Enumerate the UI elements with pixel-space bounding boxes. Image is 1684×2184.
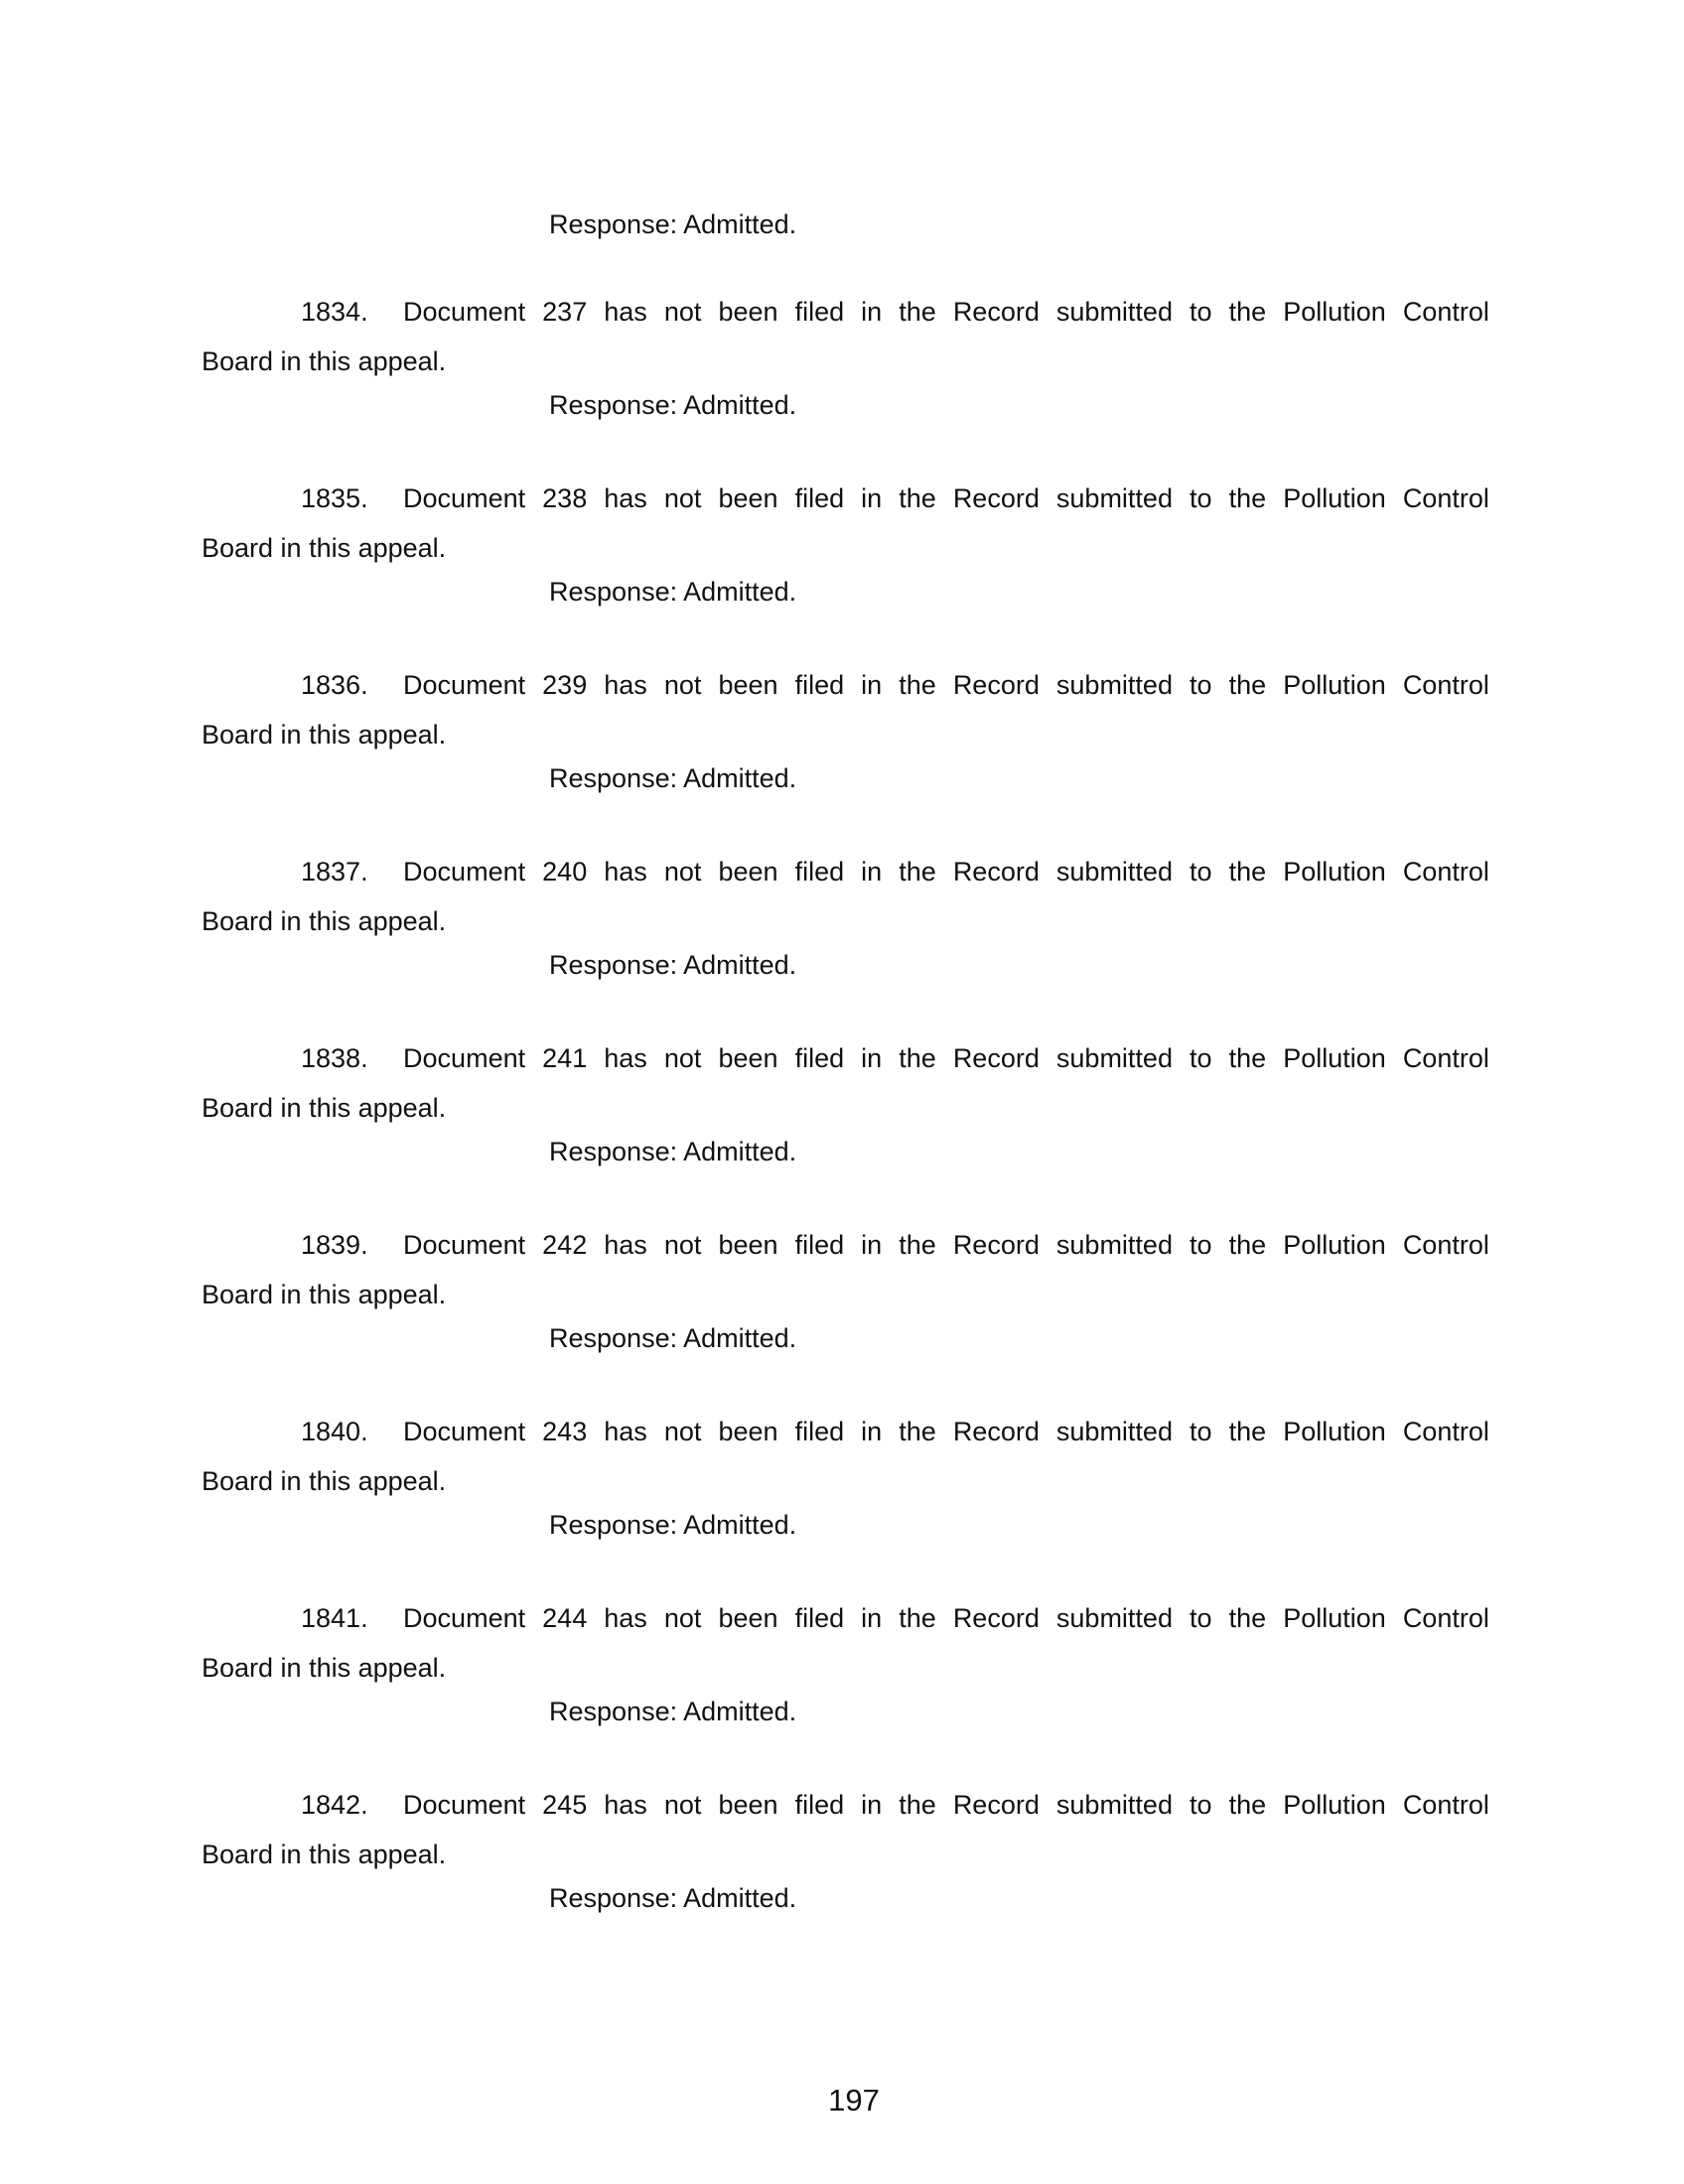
response-text: Response: Admitted. [549, 209, 797, 239]
word: Document [403, 1043, 526, 1073]
word: the [899, 1043, 936, 1073]
paragraph-number: 1837. [301, 857, 368, 887]
word: Pollution [1283, 297, 1386, 327]
word: Pollution [1283, 857, 1386, 887]
word: been [718, 1603, 778, 1633]
document-number: 238 [542, 483, 588, 513]
document-number: 245 [542, 1790, 588, 1820]
word: Record [952, 1043, 1040, 1073]
word: not [663, 1043, 702, 1073]
numbered-paragraph [202, 661, 1492, 848]
word: to [1190, 297, 1212, 327]
word: Record [952, 483, 1040, 513]
word: Document [403, 297, 526, 327]
word: Document [403, 670, 526, 700]
paragraph-number: 1839. [301, 1230, 368, 1260]
word: Pollution [1283, 1043, 1386, 1073]
word: has [604, 483, 647, 513]
word: Pollution [1283, 670, 1386, 700]
word: in [861, 670, 883, 700]
word: not [663, 297, 702, 327]
word: been [718, 1043, 778, 1073]
word: not [663, 1790, 702, 1820]
word: been [718, 1417, 778, 1446]
word: not [663, 1230, 702, 1260]
paragraph-first-line [301, 480, 1489, 516]
paragraph-continuation: Board in this appeal. [202, 906, 447, 936]
word: filed [794, 297, 845, 327]
numbered-paragraph [202, 1221, 1492, 1408]
word: to [1190, 1790, 1212, 1820]
word: has [604, 670, 647, 700]
word: Record [952, 297, 1040, 327]
document-number: 239 [542, 670, 588, 700]
word: has [604, 297, 647, 327]
word: submitted [1055, 1417, 1173, 1446]
word: Control [1402, 483, 1489, 513]
word: the [1228, 857, 1267, 887]
word: in [861, 1043, 883, 1073]
word: Document [403, 857, 526, 887]
word: been [718, 483, 778, 513]
word: the [899, 1603, 936, 1633]
word: Document [403, 1603, 526, 1633]
response-text: Response: Admitted. [549, 950, 797, 980]
word: the [1228, 1043, 1267, 1073]
response-text: Response: Admitted. [549, 763, 797, 793]
word: has [604, 1417, 647, 1446]
word: submitted [1055, 1043, 1173, 1073]
word: in [861, 1603, 883, 1633]
response-text: Response: Admitted. [549, 390, 797, 420]
word: filed [794, 857, 845, 887]
paragraph-first-line [301, 294, 1489, 330]
paragraph-first-line [301, 1600, 1489, 1636]
word: submitted [1055, 1790, 1173, 1820]
word: submitted [1055, 1603, 1173, 1633]
word: Pollution [1283, 1230, 1386, 1260]
word: Pollution [1283, 1417, 1386, 1446]
word: Document [403, 483, 526, 513]
document-number: 237 [542, 297, 588, 327]
document-number: 243 [542, 1417, 588, 1446]
response-text: Response: Admitted. [549, 1697, 797, 1726]
numbered-paragraph [202, 1034, 1492, 1221]
word: the [899, 1230, 936, 1260]
word: submitted [1055, 1230, 1173, 1260]
response-text: Response: Admitted. [549, 577, 797, 607]
word: to [1190, 1043, 1212, 1073]
word: in [861, 483, 883, 513]
paragraph-number: 1838. [301, 1043, 368, 1073]
response-text: Response: Admitted. [549, 1323, 797, 1353]
word: the [1228, 483, 1267, 513]
paragraph-continuation: Board in this appeal. [202, 346, 447, 376]
word: submitted [1055, 297, 1173, 327]
word: the [899, 1417, 936, 1446]
numbered-paragraph [202, 1408, 1492, 1594]
word: been [718, 857, 778, 887]
numbered-paragraph [202, 288, 1492, 475]
paragraph-continuation: Board in this appeal. [202, 533, 447, 563]
document-number: 240 [542, 857, 588, 887]
word: in [861, 857, 883, 887]
word: the [899, 483, 936, 513]
paragraph-number: 1842. [301, 1790, 368, 1820]
paragraph-number: 1835. [301, 483, 368, 513]
word: Record [952, 1230, 1040, 1260]
word: Control [1402, 1790, 1489, 1820]
word: Control [1402, 297, 1489, 327]
numbered-paragraph [202, 848, 1492, 1034]
paragraph-continuation: Board in this appeal. [202, 720, 447, 750]
paragraph-continuation: Board in this appeal. [202, 1466, 447, 1496]
word: in [861, 1790, 883, 1820]
word: Record [952, 670, 1040, 700]
paragraph-first-line [301, 854, 1489, 889]
word: filed [794, 1043, 845, 1073]
word: been [718, 670, 778, 700]
word: filed [794, 1417, 845, 1446]
word: the [899, 297, 936, 327]
word: has [604, 1790, 647, 1820]
word: in [861, 297, 883, 327]
paragraph-first-line [301, 1414, 1489, 1449]
paragraph-continuation: Board in this appeal. [202, 1280, 447, 1309]
word: the [1228, 1230, 1267, 1260]
word: the [1228, 1417, 1267, 1446]
word: not [663, 857, 702, 887]
word: Control [1402, 1417, 1489, 1446]
paragraph-number: 1841. [301, 1603, 368, 1633]
document-number: 242 [542, 1230, 588, 1260]
word: the [899, 670, 936, 700]
word: in [861, 1417, 883, 1446]
word: the [1228, 670, 1267, 700]
word: to [1190, 1603, 1212, 1633]
word: Record [952, 857, 1040, 887]
word: has [604, 1230, 647, 1260]
word: Record [952, 1417, 1040, 1446]
word: submitted [1055, 483, 1173, 513]
word: Control [1402, 1603, 1489, 1633]
paragraph-first-line [301, 1040, 1489, 1076]
numbered-paragraph [202, 475, 1492, 661]
document-number: 244 [542, 1603, 588, 1633]
word: the [899, 1790, 936, 1820]
page-number: 197 [828, 2083, 880, 2117]
word: not [663, 1603, 702, 1633]
paragraph-continuation: Board in this appeal. [202, 1653, 447, 1683]
word: been [718, 1790, 778, 1820]
numbered-paragraph [202, 1781, 1492, 1968]
word: Control [1402, 1043, 1489, 1073]
word: to [1190, 1230, 1212, 1260]
word: Pollution [1283, 483, 1386, 513]
response-text: Response: Admitted. [549, 1883, 797, 1913]
paragraph-first-line [301, 667, 1489, 703]
paragraph-first-line [301, 1227, 1489, 1263]
word: Document [403, 1790, 526, 1820]
word: Pollution [1283, 1603, 1386, 1633]
response-text: Response: Admitted. [549, 1510, 797, 1540]
paragraph-continuation: Board in this appeal. [202, 1840, 447, 1869]
paragraph-number: 1840. [301, 1417, 368, 1446]
entry-list [202, 288, 1492, 1968]
word: filed [794, 1603, 845, 1633]
document-number: 241 [542, 1043, 588, 1073]
word: to [1190, 670, 1212, 700]
word: Control [1402, 1230, 1489, 1260]
word: filed [794, 483, 845, 513]
word: submitted [1055, 857, 1173, 887]
word: the [1228, 297, 1267, 327]
word: Record [952, 1790, 1040, 1820]
word: Document [403, 1230, 526, 1260]
word: has [604, 1043, 647, 1073]
word: Control [1402, 670, 1489, 700]
word: Pollution [1283, 1790, 1386, 1820]
paragraph-first-line [301, 1787, 1489, 1823]
word: to [1190, 857, 1212, 887]
word: been [718, 297, 778, 327]
word: the [899, 857, 936, 887]
word: filed [794, 670, 845, 700]
word: has [604, 1603, 647, 1633]
word: been [718, 1230, 778, 1260]
word: Document [403, 1417, 526, 1446]
word: Control [1402, 857, 1489, 887]
word: to [1190, 483, 1212, 513]
word: the [1228, 1790, 1267, 1820]
word: filed [794, 1230, 845, 1260]
word: submitted [1055, 670, 1173, 700]
word: the [1228, 1603, 1267, 1633]
word: has [604, 857, 647, 887]
word: Record [952, 1603, 1040, 1633]
paragraph-number: 1834. [301, 297, 368, 327]
paragraph-number: 1836. [301, 670, 368, 700]
numbered-paragraph [202, 1594, 1492, 1781]
word: filed [794, 1790, 845, 1820]
word: in [861, 1230, 883, 1260]
word: to [1190, 1417, 1212, 1446]
word: not [663, 670, 702, 700]
paragraph-continuation: Board in this appeal. [202, 1093, 447, 1123]
response-text: Response: Admitted. [549, 1137, 797, 1166]
word: not [663, 483, 702, 513]
word: not [663, 1417, 702, 1446]
